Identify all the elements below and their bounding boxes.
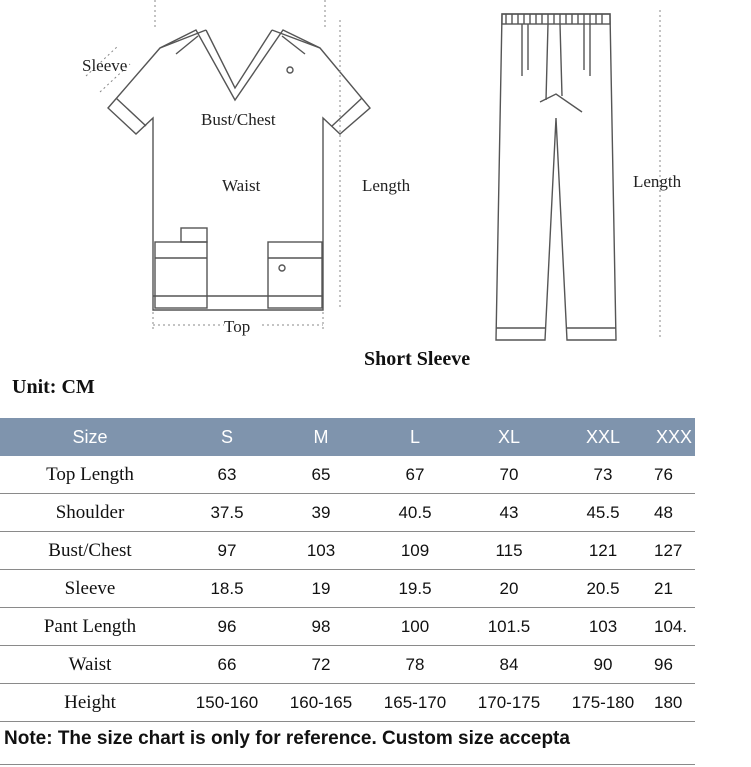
- table-cell: 37.5: [180, 494, 274, 532]
- table-cell: 76: [650, 456, 695, 494]
- table-cell: 97: [180, 532, 274, 570]
- table-cell: 170-175: [462, 684, 556, 722]
- row-label: Bust/Chest: [0, 532, 180, 570]
- table-cell: 78: [368, 646, 462, 684]
- sleeve-label: Sleeve: [82, 56, 128, 75]
- table-cell: 90: [556, 646, 650, 684]
- diagram-subtitle: Short Sleeve: [364, 348, 471, 370]
- table-row: [0, 646, 695, 684]
- table-cell: 66: [180, 646, 274, 684]
- table-cell: 21: [650, 570, 695, 608]
- table-row: [0, 532, 695, 570]
- table-cell: 72: [274, 646, 368, 684]
- top-length-label: Length: [362, 176, 411, 195]
- table-cell: 19: [274, 570, 368, 608]
- table-cell: 19.5: [368, 570, 462, 608]
- table-cell: 121: [556, 532, 650, 570]
- table-cell: 48: [650, 494, 695, 532]
- table-cell: 73: [556, 456, 650, 494]
- table-cell: 43: [462, 494, 556, 532]
- row-label: Shoulder: [0, 494, 180, 532]
- bust-chest-label: Bust/Chest: [201, 110, 276, 129]
- table-cell: 115: [462, 532, 556, 570]
- row-label: Height: [0, 684, 180, 722]
- table-row: [0, 494, 695, 532]
- table-cell: 63: [180, 456, 274, 494]
- table-cell: 175-180: [556, 684, 650, 722]
- unit-label: Unit: CM: [12, 376, 95, 398]
- header-xxxl: XXX: [650, 418, 695, 456]
- row-label: Sleeve: [0, 570, 180, 608]
- table-cell: 20: [462, 570, 556, 608]
- table-header-row: [0, 418, 695, 456]
- table-cell: 98: [274, 608, 368, 646]
- header-xl: XL: [462, 418, 556, 456]
- bottom-divider: [0, 764, 695, 765]
- table-cell: 160-165: [274, 684, 368, 722]
- table-cell: 103: [556, 608, 650, 646]
- header-m: M: [274, 418, 368, 456]
- table-row: [0, 684, 695, 722]
- table-cell: 96: [650, 646, 695, 684]
- table-cell: 84: [462, 646, 556, 684]
- waist-label: Waist: [222, 176, 261, 195]
- table-cell: 20.5: [556, 570, 650, 608]
- top-label: Top: [224, 317, 251, 336]
- header-s: S: [180, 418, 274, 456]
- table-cell: 104.: [650, 608, 695, 646]
- table-cell: 127: [650, 532, 695, 570]
- table-cell: 109: [368, 532, 462, 570]
- table-cell: 39: [274, 494, 368, 532]
- table-cell: 180: [650, 684, 695, 722]
- table-cell: 45.5: [556, 494, 650, 532]
- table-cell: 67: [368, 456, 462, 494]
- table-cell: 100: [368, 608, 462, 646]
- pant-length-label: Length: [633, 172, 682, 191]
- table-cell: 101.5: [462, 608, 556, 646]
- pants-outline: [496, 14, 616, 340]
- top-body-outline: [108, 30, 370, 310]
- table-cell: 70: [462, 456, 556, 494]
- table-cell: 40.5: [368, 494, 462, 532]
- header-size: Size: [0, 418, 180, 456]
- table-row: [0, 456, 695, 494]
- table-row: [0, 608, 695, 646]
- size-table-container: [0, 418, 695, 722]
- table-row: [0, 570, 695, 608]
- header-l: L: [368, 418, 462, 456]
- table-cell: 18.5: [180, 570, 274, 608]
- header-xxl: XXL: [556, 418, 650, 456]
- size-table: [0, 418, 695, 722]
- table-cell: 103: [274, 532, 368, 570]
- table-cell: 96: [180, 608, 274, 646]
- reference-note: Note: The size chart is only for reference. Custom size accepta: [4, 728, 570, 749]
- row-label: Waist: [0, 646, 180, 684]
- table-cell: 165-170: [368, 684, 462, 722]
- row-label: Top Length: [0, 456, 180, 494]
- table-cell: 150-160: [180, 684, 274, 722]
- row-label: Pant Length: [0, 608, 180, 646]
- table-cell: 65: [274, 456, 368, 494]
